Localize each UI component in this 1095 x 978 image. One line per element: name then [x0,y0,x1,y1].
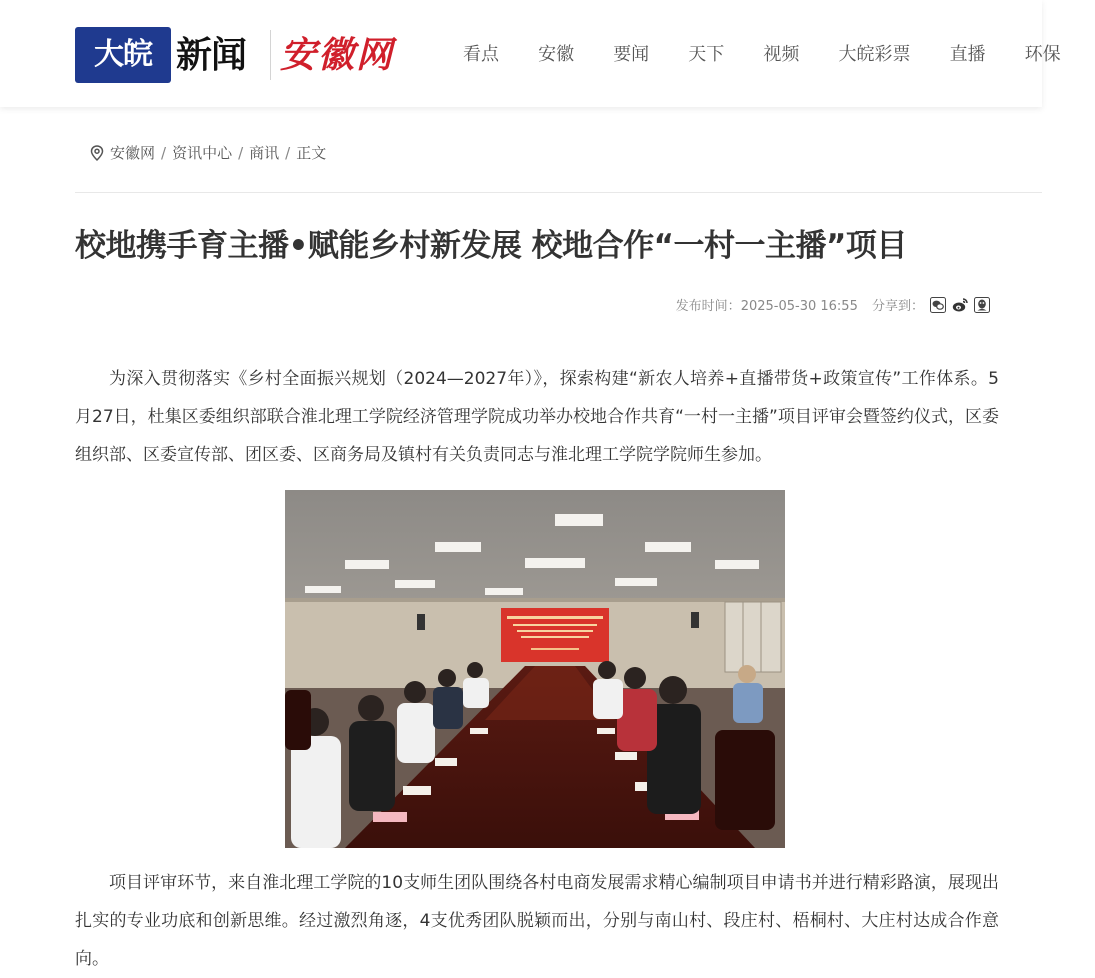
logo-divider [270,30,271,80]
article-meta [676,297,990,317]
publish-time: 2025-05-30 16:55 [740,299,858,314]
article-title: 校地携手育主播•赋能乡村新发展 校地合作“一村一主播”项目 [75,228,907,264]
wechat-icon[interactable] [930,297,946,313]
nav-item-tianxia[interactable]: 天下 [688,44,725,65]
nav-item-live[interactable]: 直播 [949,44,986,65]
breadcrumb-separator: / [238,144,244,162]
logo-news-text[interactable]: 新闻 [176,34,247,76]
nav-item-yaowen[interactable]: 要闻 [613,44,650,65]
article-photo-meeting [285,490,785,848]
breadcrumb [90,142,326,167]
nav-item-lottery[interactable]: 大皖彩票 [838,44,911,65]
site-header [0,0,1061,107]
breadcrumb-item-current: 正文 [296,144,327,162]
nav-item-env[interactable]: 环保 [1024,44,1061,65]
share-label: 分享到： [871,299,924,314]
qq-icon[interactable] [974,297,990,313]
breadcrumb-item-business[interactable]: 商讯 [249,144,280,162]
breadcrumb-separator: / [161,144,167,162]
location-pin-icon [90,145,104,167]
breadcrumb-item-news-center[interactable]: 资讯中心 [172,144,233,162]
breadcrumb-separator: / [285,144,291,162]
nav-item-kandian[interactable]: 看点 [463,44,499,65]
breadcrumb-divider [75,192,1042,193]
nav-item-anhui[interactable]: 安徽 [538,44,575,65]
main-nav [463,44,1095,66]
article-paragraph-1: 为深入贯彻落实《乡村全面振兴规划（2024—2027年）》，探索构建“新农人培养+直播带货+政策宣传”工作体系。5月27日，杜集区委组织部联合淮北理工学院经济管理学院成功举办校地合作共育“一村一主播”项目评审会暨签约仪式，区委组织部、区委宣传部、团区委、区商务局及镇村有关负责同志与淮北理工学院学院师生参加。 [75,369,999,465]
publish-label: 发布时间： [675,299,741,314]
logo-badge[interactable]: 大皖 [75,27,171,83]
logo-anhui-net[interactable]: 安徽网 [280,34,395,76]
weibo-icon[interactable] [952,297,968,313]
breadcrumb-item-home[interactable]: 安徽网 [110,144,156,162]
nav-item-video[interactable]: 视频 [763,44,800,65]
article-paragraph-2: 项目评审环节，来自淮北理工学院的10支师生团队围绕各村电商发展需求精心编制项目申请书并进行精彩路演，展现出扎实的专业功底和创新思维。经过激烈角逐，4支优秀团队脱颖而出，分别与南山村、段庄村、梧桐村、大庄村达成合作意向。 [75,873,999,969]
